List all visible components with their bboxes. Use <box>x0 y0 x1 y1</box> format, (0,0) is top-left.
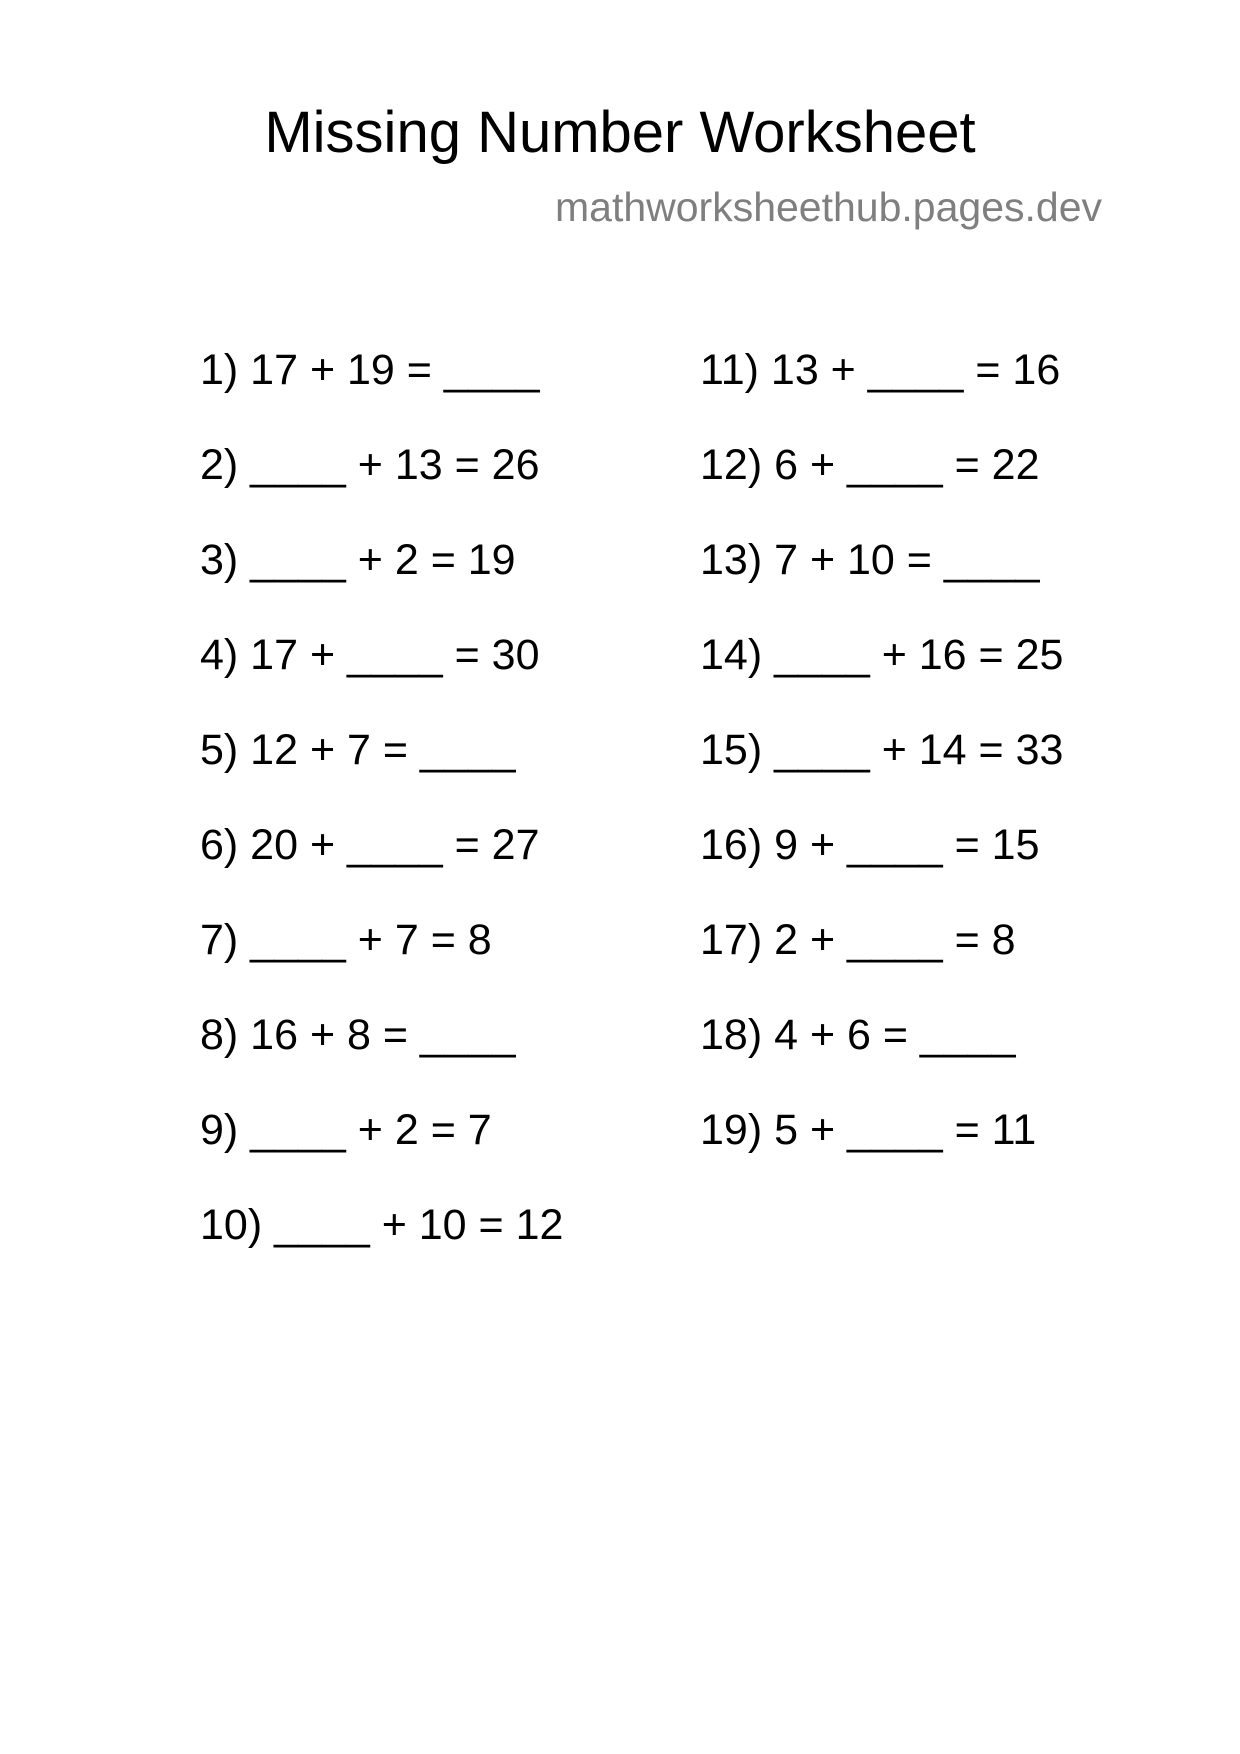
problem-6: 6) 20 + ____ = 27 <box>200 821 540 869</box>
problem-2: 2) ____ + 13 = 26 <box>200 441 540 489</box>
problem-15: 15) ____ + 14 = 33 <box>700 726 1064 774</box>
problem-14: 14) ____ + 16 = 25 <box>700 631 1064 679</box>
problem-3: 3) ____ + 2 = 19 <box>200 536 516 584</box>
problem-13: 13) 7 + 10 = ____ <box>700 536 1040 584</box>
page-title: Missing Number Worksheet <box>264 100 976 165</box>
problem-7: 7) ____ + 7 = 8 <box>200 916 492 964</box>
problem-12: 12) 6 + ____ = 22 <box>700 441 1040 489</box>
problem-10: 10) ____ + 10 = 12 <box>200 1201 564 1249</box>
problem-18: 18) 4 + 6 = ____ <box>700 1011 1016 1059</box>
problem-1: 1) 17 + 19 = ____ <box>200 346 540 394</box>
problems-column-right <box>700 344 1063 1199</box>
problem-11: 11) 13 + ____ = 16 <box>700 346 1061 394</box>
problem-9: 9) ____ + 2 = 7 <box>200 1106 492 1154</box>
problem-17: 17) 2 + ____ = 8 <box>700 916 1016 964</box>
problem-8: 8) 16 + 8 = ____ <box>200 1011 516 1059</box>
problem-19: 19) 5 + ____ = 11 <box>700 1106 1037 1154</box>
website-caption: mathworksheethub.pages.dev <box>554 184 1102 230</box>
problem-4: 4) 17 + ____ = 30 <box>200 631 540 679</box>
problem-16: 16) 9 + ____ = 15 <box>700 821 1040 869</box>
problems-column-left <box>200 344 563 1294</box>
problem-5: 5) 12 + 7 = ____ <box>200 726 516 774</box>
